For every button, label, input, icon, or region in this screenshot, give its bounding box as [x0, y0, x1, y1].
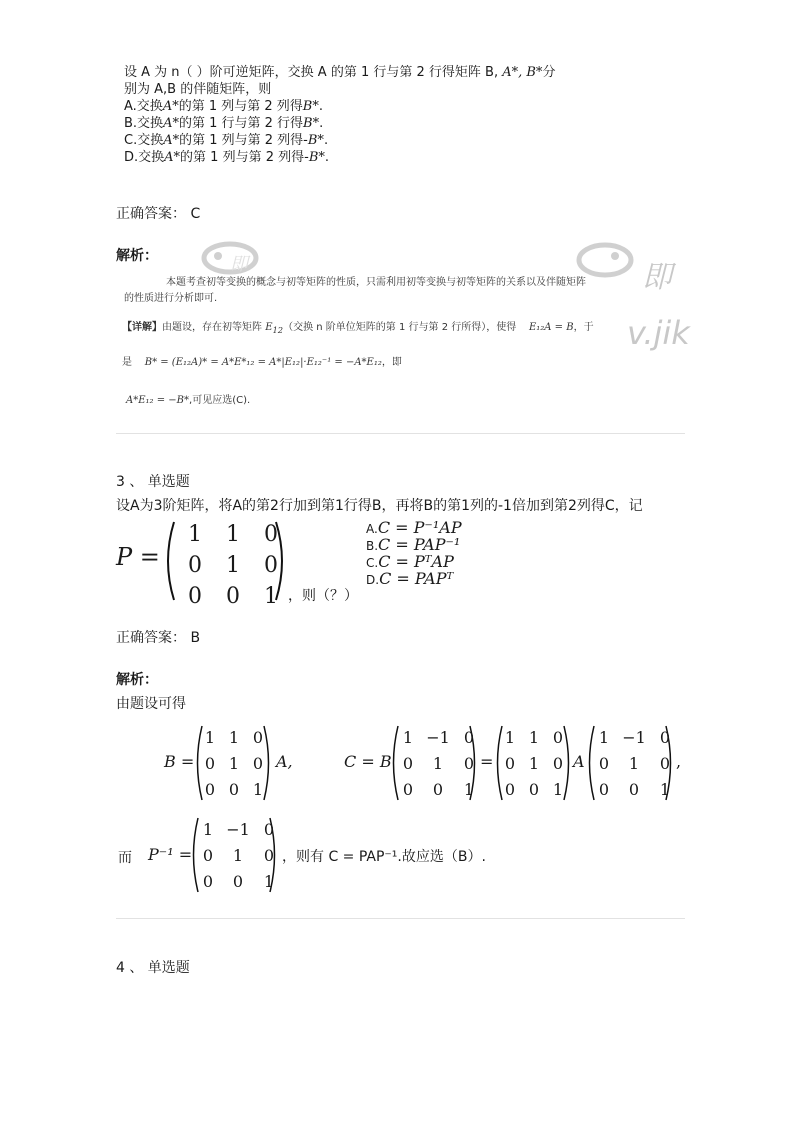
matrix-cell: 0 [504, 780, 516, 799]
matrix-cell: 1 [552, 780, 564, 799]
matrix-cell: 0 [659, 728, 671, 747]
q3-header: 3 、 单选题 [116, 474, 190, 490]
watermark-text-3: 即 [230, 254, 248, 275]
matrix-cell: 1 [598, 728, 610, 747]
q3-c-end: , [676, 752, 682, 771]
matrix-cell: 1 [226, 553, 240, 578]
q2-answer-value: C [190, 206, 201, 222]
q3-option-b[interactable]: B.C = PAP⁻¹ [366, 535, 461, 554]
q3-pinv-lhs: P⁻¹ = [148, 845, 193, 864]
matrix-cell: 1 [463, 780, 475, 799]
q3-option-c[interactable]: C.C = PᵀAP [366, 552, 454, 571]
q2-analysis-text: 本题考查初等变换的概念与初等矩阵的性质，只需利用初等变换与初等矩阵的关系以及伴随矩阵 的性质进行分析即可. [124, 277, 586, 304]
matrix-cell: 0 [226, 584, 240, 609]
q3-p-matrix [176, 522, 290, 609]
q2-option-d[interactable]: D.交换A*的第 1 列与第 2 列得-B*. [124, 150, 330, 165]
matrix-cell: 0 [264, 522, 278, 547]
matrix-cell: 0 [463, 754, 475, 773]
q3-c-lhs: C = B [344, 752, 392, 771]
matrix-cell: 1 [528, 754, 540, 773]
q3-c-matrix2 [498, 728, 570, 799]
matrix-cell: 1 [188, 522, 202, 547]
q3-b-rhs: A, [276, 752, 293, 771]
matrix-cell: 0 [263, 846, 275, 865]
matrix-cell: 1 [659, 780, 671, 799]
matrix-cell: 1 [228, 728, 240, 747]
q2-stem [124, 64, 555, 166]
matrix-cell: 0 [202, 872, 214, 891]
q3-er: 而 [118, 850, 132, 866]
matrix-cell: 0 [228, 780, 240, 799]
matrix-cell: 0 [552, 728, 564, 747]
q3-option-d[interactable]: D.C = PAPᵀ [366, 569, 454, 588]
matrix-cell: 0 [598, 780, 610, 799]
q3-b-matrix [198, 728, 270, 799]
q3-c-matrix3 [592, 728, 678, 799]
matrix-cell: 0 [402, 754, 414, 773]
matrix-cell: 0 [188, 553, 202, 578]
q2-option-c[interactable]: C.交换A*的第 1 列与第 2 列得-B*. [124, 133, 329, 148]
q3-pinv-matrix [196, 820, 282, 891]
q3-stem: 设A为3阶矩阵，将A的第2行加到第1行得B，再将B的第1列的-1倍加到第2列得C，记 [116, 498, 643, 514]
q3-conclusion: ，则有 C = PAP⁻¹.故应选（B）. [282, 849, 486, 865]
matrix-cell: 0 [528, 780, 540, 799]
matrix-cell: 1 [432, 754, 444, 773]
matrix-cell: 1 [226, 522, 240, 547]
matrix-cell: 0 [598, 754, 610, 773]
q2-option-b[interactable]: B.交换A*的第 1 行与第 2 行得B*. [124, 116, 324, 131]
q3-analysis-label: 解析： [116, 672, 158, 688]
matrix-cell: 0 [463, 728, 475, 747]
matrix-cell: 1 [528, 728, 540, 747]
matrix-cell: 0 [263, 820, 275, 839]
matrix-cell: 0 [264, 553, 278, 578]
q2-stem-line2: 别为 A,B 的伴随矩阵，则 [124, 82, 272, 97]
q4-header: 4 、 单选题 [116, 960, 190, 976]
watermark-text-1: 即 [642, 260, 672, 295]
q3-c-matrix1 [396, 728, 482, 799]
watermark-text-2: v.jik [627, 314, 690, 352]
divider [116, 433, 685, 434]
matrix-cell: 1 [204, 728, 216, 747]
q2-stem-tail: 分 [542, 65, 556, 80]
matrix-cell: 0 [204, 780, 216, 799]
matrix-cell: −1 [226, 820, 250, 839]
matrix-cell: 1 [232, 846, 244, 865]
matrix-cell: 0 [252, 754, 264, 773]
matrix-cell: 0 [204, 754, 216, 773]
matrix-cell: 1 [402, 728, 414, 747]
matrix-cell: 0 [202, 846, 214, 865]
matrix-cell: 0 [432, 780, 444, 799]
matrix-cell: 1 [628, 754, 640, 773]
matrix-cell: 1 [263, 872, 275, 891]
q3-answer: 正确答案： B [116, 630, 201, 646]
q2-option-a[interactable]: A.交换A*的第 1 列与第 2 列得B*. [124, 99, 323, 114]
matrix-cell: 0 [188, 584, 202, 609]
q3-option-a[interactable]: A.C = P⁻¹AP [366, 518, 462, 537]
matrix-cell: 0 [552, 754, 564, 773]
matrix-cell: −1 [426, 728, 450, 747]
matrix-cell: 0 [402, 780, 414, 799]
q3-stem-end: ，则（？） [288, 588, 358, 604]
q2-analysis-label: 解析： [116, 248, 158, 264]
q2-stem-math: A*, B* [502, 65, 543, 80]
matrix-cell: 0 [628, 780, 640, 799]
matrix-cell: 0 [659, 754, 671, 773]
matrix-cell: 1 [228, 754, 240, 773]
q2-detail-line3: A*E₁₂ = −B*,可见应选(C). [126, 395, 251, 406]
q2-detail-line1: 【详解】由题设，存在初等矩阵 $E_{12}$（交换 n 阶单位矩阵的第 1 行与第 2 行所得），使得 E₁₂A = B，于 [122, 322, 594, 335]
matrix-cell: 1 [202, 820, 214, 839]
panda-watermark-icon [575, 236, 635, 280]
q3-c-eq: = [480, 752, 494, 771]
q2-answer: 正确答案： C [116, 206, 201, 222]
q3-options [366, 520, 462, 588]
matrix-cell: 1 [504, 728, 516, 747]
matrix-cell: −1 [622, 728, 646, 747]
q3-answer-value: B [190, 630, 201, 646]
matrix-cell: 1 [252, 780, 264, 799]
q2-detail-line2: 是 B* = (E₁₂A)* = A*E*₁₂ = A*|E₁₂|·E₁₂⁻¹ = −A*E₁₂，即 [122, 357, 402, 368]
matrix-cell: 0 [252, 728, 264, 747]
q3-p-label: P = [116, 543, 160, 571]
matrix-cell: 1 [264, 584, 278, 609]
matrix-cell: 0 [504, 754, 516, 773]
q3-b-lhs: B = [164, 752, 195, 771]
q3-intro: 由题设可得 [116, 696, 186, 712]
divider [116, 918, 685, 919]
q2-stem-text: 设 A 为 n（ ）阶可逆矩阵，交换 A 的第 1 行与第 2 行得矩阵 B, [124, 65, 499, 80]
matrix-cell: 0 [232, 872, 244, 891]
q3-c-mid: A [573, 752, 585, 771]
